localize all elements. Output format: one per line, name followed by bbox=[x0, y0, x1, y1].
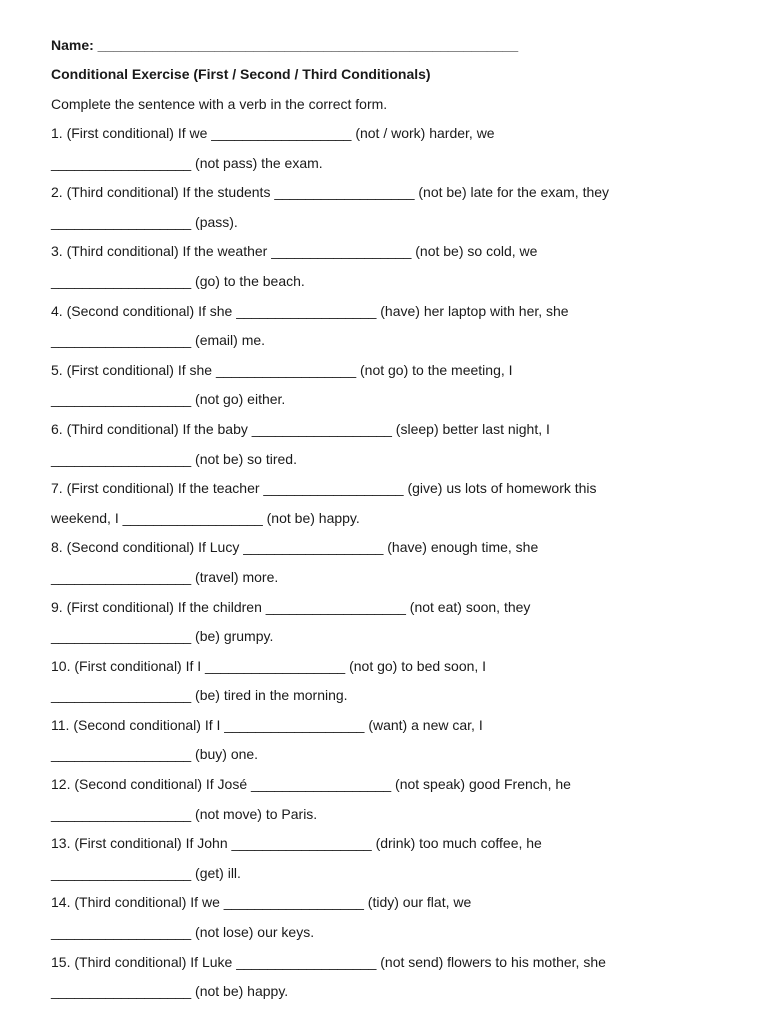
exercise-sentence: 8. (Second conditional) If Lucy __________________ (have) enough time, she bbox=[51, 539, 539, 556]
exercise-item bbox=[51, 360, 731, 419]
exercise-sentence-continued: __________________ (not be) happy. bbox=[51, 983, 289, 1000]
exercise-sentence-continued: __________________ (not move) to Paris. bbox=[51, 805, 318, 822]
exercise-sentence-continued: __________________ (be) grumpy. bbox=[51, 628, 274, 645]
exercise-item bbox=[51, 892, 731, 951]
exercise-sentence: 2. (Third conditional) If the students __________________ (not be) late for the exam, they bbox=[51, 184, 610, 201]
exercise-sentence-continued: __________________ (not go) either. bbox=[51, 391, 286, 408]
instructions-text: Complete the sentence with a verb in the correct form. bbox=[51, 96, 388, 112]
exercise-sentence-continued: __________________ (not pass) the exam. bbox=[51, 154, 323, 171]
exercise-sentence: 14. (Third conditional) If we __________________ (tidy) our flat, we bbox=[51, 894, 472, 911]
exercise-item bbox=[51, 833, 731, 892]
worksheet-page bbox=[51, 35, 731, 1011]
exercise-item bbox=[51, 597, 731, 656]
exercise-sentence-continued: __________________ (get) ill. bbox=[51, 864, 241, 881]
exercise-item bbox=[51, 182, 731, 241]
exercise-sentence-continued: __________________ (be) tired in the morning. bbox=[51, 687, 348, 704]
exercise-item bbox=[51, 774, 731, 833]
exercise-sentence-continued: __________________ (travel) more. bbox=[51, 568, 279, 585]
exercise-sentence: 15. (Third conditional) If Luke __________________ (not send) flowers to his mother, she bbox=[51, 953, 606, 970]
exercise-sentence: 10. (First conditional) If I __________________ (not go) to bed soon, I bbox=[51, 657, 487, 674]
page-title: Conditional Exercise (First / Second / Third Conditionals) bbox=[51, 66, 431, 82]
exercise-sentence: 13. (First conditional) If John __________________ (drink) too much coffee, he bbox=[51, 835, 542, 852]
exercise-sentence: 4. (Second conditional) If she __________________ (have) her laptop with her, she bbox=[51, 302, 569, 319]
exercise-sentence-continued: __________________ (email) me. bbox=[51, 332, 266, 349]
exercise-item bbox=[51, 656, 731, 715]
exercise-sentence-continued: weekend, I __________________ (not be) happy. bbox=[51, 509, 360, 526]
exercise-item bbox=[51, 715, 731, 774]
exercise-item bbox=[51, 123, 731, 182]
exercise-sentence: 7. (First conditional) If the teacher __________________ (give) us lots of homework this bbox=[51, 480, 597, 497]
exercise-sentence-continued: __________________ (go) to the beach. bbox=[51, 272, 305, 289]
exercise-sentence-continued: __________________ (not be) so tired. bbox=[51, 450, 297, 467]
exercise-item bbox=[51, 241, 731, 300]
exercise-sentence-continued: __________________ (buy) one. bbox=[51, 746, 259, 763]
exercise-sentence: 12. (Second conditional) If José __________________ (not speak) good French, he bbox=[51, 776, 571, 793]
exercise-sentence-continued: __________________ (not lose) our keys. bbox=[51, 924, 315, 941]
exercise-sentence: 1. (First conditional) If we __________________ (not / work) harder, we bbox=[51, 125, 495, 141]
exercise-sentence: 3. (Third conditional) If the weather __________________ (not be) so cold, we bbox=[51, 243, 538, 260]
exercise-item bbox=[51, 301, 731, 360]
exercise-item bbox=[51, 478, 731, 537]
name-field-label: Name: ______________________________________________________ bbox=[51, 37, 519, 53]
exercise-sentence: 6. (Third conditional) If the baby __________________ (sleep) better last night, I bbox=[51, 420, 550, 437]
exercise-list bbox=[51, 123, 731, 1011]
exercise-item bbox=[51, 952, 731, 1011]
exercise-sentence-continued: __________________ (pass). bbox=[51, 213, 238, 230]
exercise-sentence: 9. (First conditional) If the children __________________ (not eat) soon, they bbox=[51, 598, 531, 615]
exercise-item bbox=[51, 419, 731, 478]
exercise-item bbox=[51, 537, 731, 596]
exercise-sentence: 11. (Second conditional) If I __________________ (want) a new car, I bbox=[51, 716, 483, 733]
exercise-sentence: 5. (First conditional) If she __________________ (not go) to the meeting, I bbox=[51, 361, 513, 378]
